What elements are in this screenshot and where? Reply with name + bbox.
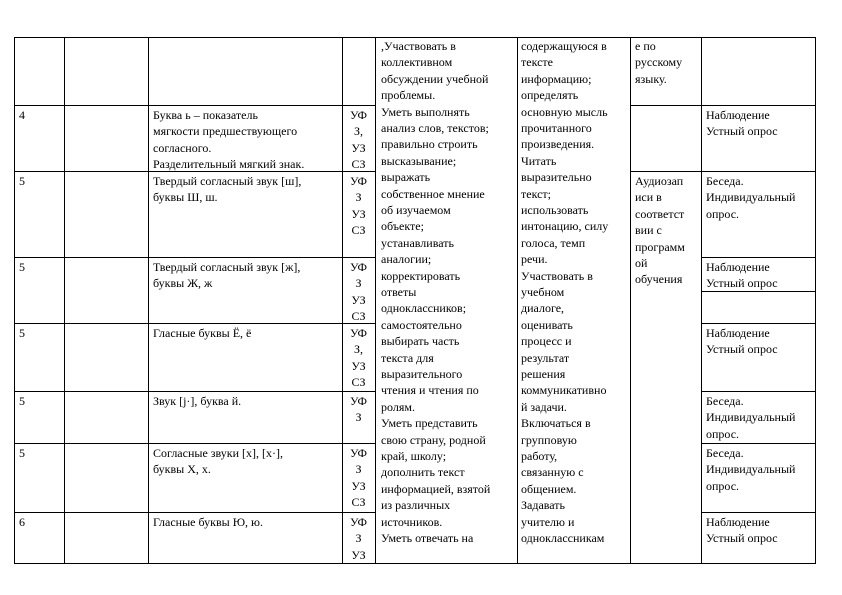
metasubject-skills-text: текста для [381, 350, 434, 365]
metasubject-skills-text: устанавливать [381, 235, 454, 250]
lesson-number: 4 [19, 108, 25, 122]
control-form: Индивидуальный [706, 410, 796, 425]
metasubject-skills-text: аналогии; [381, 252, 432, 267]
control-form: Беседа. [706, 174, 744, 188]
metasubject-skills-text: самостоятельно [381, 317, 462, 332]
table-border [14, 37, 15, 563]
lesson-number: 5 [19, 260, 25, 274]
lesson-topic: Твердый согласный звук [ж], [153, 260, 301, 274]
metasubject-skills-text: ,Участвовать в [381, 39, 456, 53]
lesson-number: 6 [19, 515, 25, 529]
communicative-skills-text: интонацию, силу [521, 219, 609, 234]
metasubject-skills-text: чтения и чтения по [381, 383, 479, 398]
metasubject-skills-text: корректировать [381, 268, 461, 283]
lesson-type: УФ [349, 260, 368, 274]
lesson-type: З [355, 462, 362, 477]
lesson-type: З, [353, 124, 363, 139]
communicative-skills-text: групповую [521, 432, 577, 447]
metasubject-skills-text: Уметь отвечать на [381, 531, 474, 545]
communicative-skills-text: Участвовать в [521, 268, 593, 283]
table-border [630, 171, 701, 172]
lesson-topic: буквы Ж, ж [153, 276, 213, 291]
communicative-skills-text: голоса, темп [521, 235, 586, 250]
table-border [630, 37, 631, 563]
table-border [701, 105, 816, 106]
control-form: Наблюдение [706, 515, 770, 529]
lesson-type: СЗ [351, 495, 366, 510]
table-border [14, 391, 375, 392]
table-border [701, 391, 816, 392]
communicative-skills-text: текст; [521, 186, 552, 201]
communicative-skills-text: процесс и [521, 334, 572, 349]
communicative-skills-text: коммуникативно [521, 383, 607, 398]
communicative-skills-text: основную мысль [521, 104, 608, 119]
lesson-type: З [355, 276, 362, 291]
table-border [815, 37, 816, 563]
table-border [64, 37, 65, 563]
metasubject-skills-text: анализ слов, текстов; [381, 121, 489, 135]
lesson-number: 5 [19, 394, 25, 408]
table-border [701, 323, 816, 324]
resources-text: обучения [635, 272, 683, 287]
communicative-skills-text: речи. [521, 252, 548, 267]
table-border [630, 105, 701, 106]
lesson-type: УЗ [351, 358, 366, 373]
communicative-skills-text: общением. [521, 481, 577, 496]
metasubject-skills-text: из различных [381, 498, 451, 513]
metasubject-skills-text: Уметь выполнять [381, 104, 470, 119]
table-border [14, 512, 375, 513]
lesson-type: СЗ [351, 375, 366, 390]
control-form: Индивидуальный [706, 190, 796, 205]
communicative-skills-text: произведения. [521, 137, 595, 152]
resources-text: русскому [635, 55, 683, 70]
metasubject-skills-text: ответы [381, 285, 417, 299]
lesson-topic: буквы Х, х. [153, 462, 211, 477]
resources-text: программ [635, 239, 685, 254]
communicative-skills-text: оценивать [521, 317, 573, 332]
lesson-type: СЗ [351, 309, 366, 324]
control-form: Наблюдение [706, 108, 770, 122]
table-border [701, 171, 816, 172]
metasubject-skills-text: источников. [381, 514, 443, 529]
lesson-type: УФ [349, 394, 368, 408]
lesson-topic: Гласные буквы Ю, ю. [153, 515, 263, 529]
metasubject-skills-text: обсуждении учебной [381, 71, 489, 86]
lesson-type: УЗ [351, 292, 366, 307]
communicative-skills-text: выразительно [521, 170, 592, 185]
metasubject-skills-text: правильно строить [381, 137, 478, 152]
lesson-type: УЗ [351, 206, 366, 221]
lesson-topic: Твердый согласный звук [ш], [153, 174, 302, 188]
resources-text: е по [635, 39, 656, 53]
communicative-skills-text: использовать [521, 203, 589, 217]
lesson-topic: буквы Ш, ш. [153, 190, 218, 205]
lesson-type: УФ [349, 446, 368, 460]
metasubject-skills-text: объекте; [381, 219, 424, 234]
control-form: Устный опрос [706, 276, 778, 291]
metasubject-skills-text: край, школу; [381, 449, 447, 463]
communicative-skills-text: информацию; [521, 71, 592, 86]
lesson-type: УФ [349, 174, 368, 188]
resources-text: Аудиозап [635, 174, 684, 188]
communicative-skills-text: учебном [521, 285, 565, 299]
control-form: Устный опрос [706, 124, 778, 139]
lesson-number: 5 [19, 174, 25, 188]
communicative-skills-text: Включаться в [521, 416, 591, 431]
metasubject-skills-text: свою страну, родной [381, 432, 486, 447]
lesson-topic: Разделительный мягкий знак. [153, 157, 305, 172]
metasubject-skills-text: высказывание; [381, 153, 457, 168]
communicative-skills-text: диалоге, [521, 301, 565, 316]
metasubject-skills-text: дополнить текст [381, 465, 465, 480]
communicative-skills-text: Задавать [521, 498, 566, 513]
communicative-skills-text: решения [521, 367, 566, 381]
table-border [701, 443, 816, 444]
control-form: опрос. [706, 206, 740, 221]
resources-text: языку. [635, 71, 667, 86]
control-form: Беседа. [706, 394, 744, 408]
table-border [701, 257, 816, 258]
lesson-type: УЗ [351, 478, 366, 493]
metasubject-skills-text: выбирать часть [381, 334, 460, 349]
metasubject-skills-text: выразительного [381, 367, 463, 381]
metasubject-skills-text: информацией, взятой [381, 481, 491, 496]
resources-text: иси в [635, 190, 662, 205]
control-form: Устный опрос [706, 342, 778, 357]
lesson-topic: согласного. [153, 140, 212, 155]
lesson-type: УФ [349, 108, 368, 122]
lesson-topic: Звук [j·], буква й. [153, 394, 242, 408]
lesson-topic: мягкости предшествующего [153, 124, 298, 139]
control-form: опрос. [706, 478, 740, 493]
lesson-type: УЗ [351, 140, 366, 155]
metasubject-skills-text: Уметь представить [381, 416, 478, 431]
lesson-type: З, [353, 342, 363, 357]
metasubject-skills-text: коллективном [381, 55, 453, 70]
table-border [14, 563, 816, 564]
resources-text: вии с [635, 223, 662, 238]
lesson-type: УФ [349, 326, 368, 340]
communicative-skills-text: й задачи. [521, 399, 567, 414]
communicative-skills-text: одноклассникам [521, 531, 605, 545]
communicative-skills-text: Читать [521, 153, 557, 168]
control-form: Беседа. [706, 446, 744, 460]
control-form: Индивидуальный [706, 462, 796, 477]
communicative-skills-text: связанную с [521, 465, 584, 480]
metasubject-skills-text: ролям. [381, 399, 415, 414]
metasubject-skills-text: проблемы. [381, 88, 436, 103]
communicative-skills-text: определять [521, 88, 579, 103]
metasubject-skills-text: выражать [381, 170, 431, 185]
communicative-skills-text: тексте [521, 55, 553, 70]
table-border [375, 37, 376, 563]
table-border [148, 37, 149, 563]
lesson-type: З [355, 190, 362, 205]
lesson-topic: Буква ь – показатель [153, 108, 258, 122]
communicative-skills-text: прочитанного [521, 121, 592, 135]
metasubject-skills-text: одноклассников; [381, 301, 467, 316]
control-form: Наблюдение [706, 260, 770, 274]
control-form: Наблюдение [706, 326, 770, 340]
communicative-skills-text: учителю и [521, 514, 575, 529]
lesson-type: З [355, 531, 362, 546]
resources-text: ой [635, 256, 648, 270]
table-border [14, 323, 375, 324]
lesson-topic: Гласные буквы Ё, ё [153, 326, 252, 340]
metasubject-skills-text: собственное мнение [381, 186, 485, 201]
resources-text: соответст [635, 206, 685, 221]
metasubject-skills-text: об изучаемом [381, 203, 451, 217]
table-border [701, 37, 702, 563]
lesson-number: 5 [19, 326, 25, 340]
table-border [701, 512, 816, 513]
communicative-skills-text: работу, [521, 449, 558, 463]
table-border [14, 105, 375, 106]
table-border [14, 257, 375, 258]
lesson-number: 5 [19, 446, 25, 460]
lesson-type: З [355, 410, 362, 425]
communicative-skills-text: содержащуюся в [521, 39, 607, 53]
lesson-type: СЗ [351, 223, 366, 238]
communicative-skills-text: результат [521, 350, 570, 365]
lesson-type: УЗ [351, 547, 366, 562]
table-border [14, 443, 375, 444]
table-border [517, 37, 518, 563]
lesson-type: СЗ [351, 157, 366, 172]
lesson-type: УФ [349, 515, 368, 529]
lesson-topic: Согласные звуки [х], [х·], [153, 446, 283, 460]
control-form: Устный опрос [706, 531, 778, 546]
control-form: опрос. [706, 426, 740, 441]
